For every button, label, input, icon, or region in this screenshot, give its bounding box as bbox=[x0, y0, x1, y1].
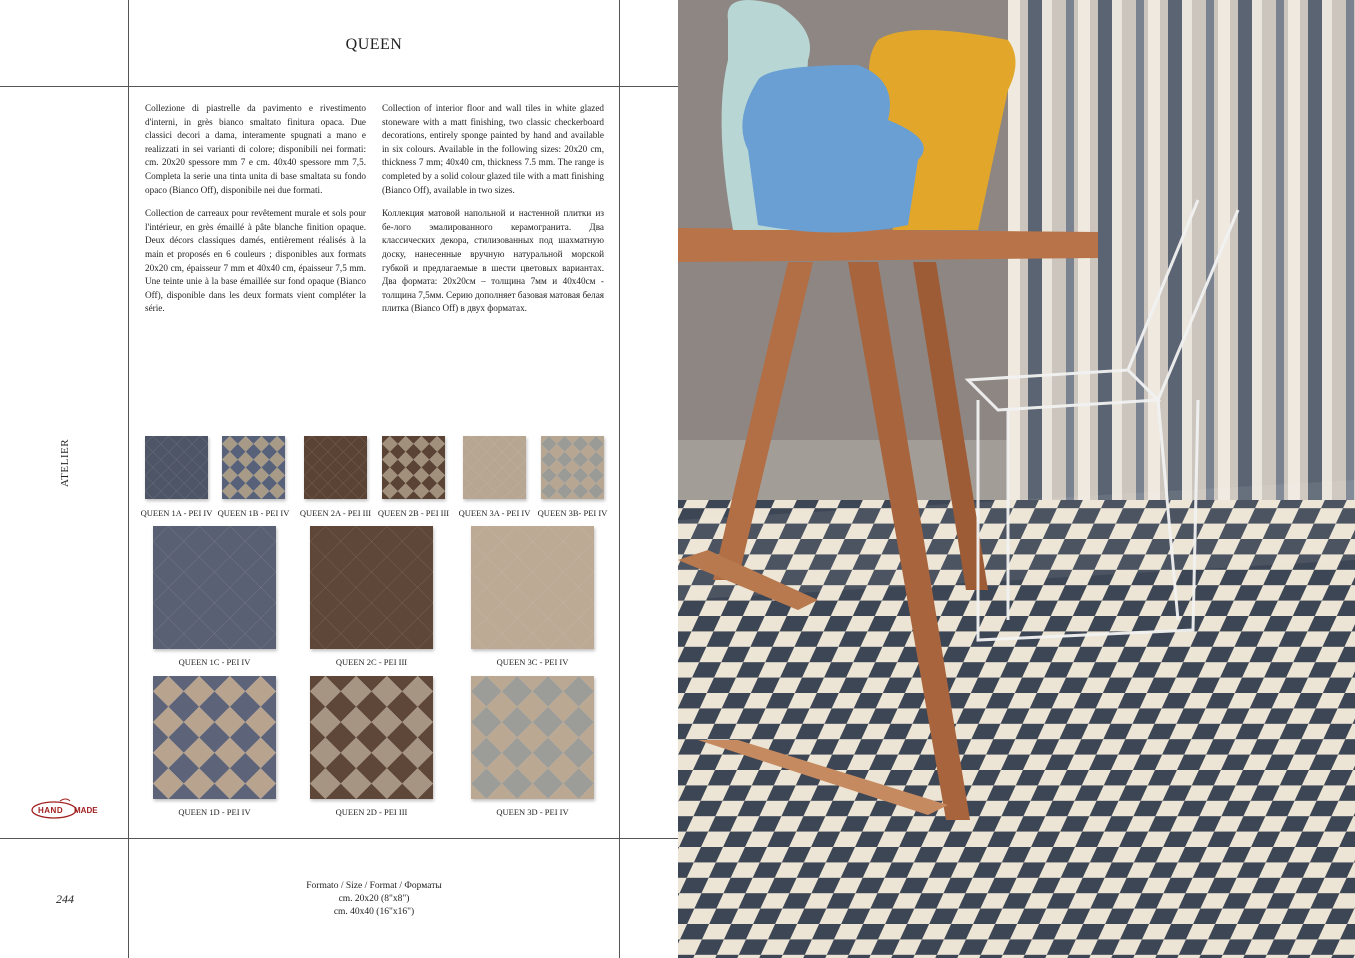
section-label: ATELIER bbox=[59, 438, 71, 488]
description-russian: Коллекция матовой напольной и настенной плитки из бе-лого эмалированного керамогранита. Два классических декора, стилизованных под шахматную доску, нанесенные вручную натуральной морской губкой и предлагаемые в шести цветовых вариантах. Два формата: 20х20см – толщина 7мм и 40х40см - толщина 7,5мм. Серию дополняет базовая матовая белая плитка (Bianco Off) в двух форматах. bbox=[382, 208, 604, 314]
description-french: Collection de carreaux pour revêtement murale et sols pour l'intérieur, en grès émaillé à pâte blanche finition opaque. Deux décors classiques damés, entièrement réalisés à la main et proposés en 6 couleurs ; disponibles aux formats 20x20 cm, épaisseur 7 mm et 40x40 cm, épaisseur 7,5 mm. Une teinte unie à la base émaillée sur fond opaque (Bianco Off), disponible dans les deux formats vient compléter la série. bbox=[145, 208, 366, 314]
tile-swatch-small bbox=[382, 436, 445, 499]
footer-rule bbox=[0, 838, 678, 839]
format-info bbox=[129, 880, 619, 919]
tile-swatch-large bbox=[471, 676, 594, 799]
tile-swatch-large bbox=[310, 676, 433, 799]
tile-swatch-large bbox=[471, 526, 594, 649]
header-rule bbox=[0, 86, 678, 87]
room-scene-image bbox=[678, 0, 1355, 958]
description-english: Collection of interior floor and wall tiles in white glazed stoneware with a matt finishing, two classic checkerboard decorations, entirely sponge painted by hand and available in six colours. Available in the following sizes: 20x20 cm, thickness 7 mm; 40x40 cm, thickness 7.5 mm. The range is completed by a solid colour glazed tile with a matt finishing (Bianco Off), available in two sizes. bbox=[382, 103, 604, 195]
interior-photo bbox=[678, 0, 1355, 958]
tile-swatch-small bbox=[145, 436, 208, 499]
margin-line-left bbox=[128, 0, 129, 958]
tile-swatch-large bbox=[153, 676, 276, 799]
format-size-small: cm. 20x20 (8"x8") bbox=[338, 894, 410, 904]
tile-swatch-small bbox=[541, 436, 604, 499]
tile-swatch-large bbox=[153, 526, 276, 649]
tile-caption: QUEEN 2A - PEI III bbox=[299, 508, 372, 518]
tile-swatch-small bbox=[304, 436, 367, 499]
tile-caption: QUEEN 1C - PEI IV bbox=[178, 657, 251, 667]
format-size-large: cm. 40x40 (16"x16") bbox=[333, 907, 415, 917]
page-number: 244 bbox=[56, 892, 74, 906]
tile-caption: QUEEN 1A - PEI IV bbox=[140, 508, 213, 518]
format-heading: Formato / Size / Format / Форматы bbox=[306, 881, 442, 891]
tile-caption: QUEEN 3D - PEI IV bbox=[496, 807, 569, 817]
tile-swatch-small bbox=[463, 436, 526, 499]
tile-caption: QUEEN 1B - PEI IV bbox=[217, 508, 290, 518]
tile-caption: QUEEN 3C - PEI IV bbox=[496, 657, 569, 667]
tile-caption: QUEEN 1D - PEI IV bbox=[178, 807, 251, 817]
tile-caption: QUEEN 2D - PEI III bbox=[335, 807, 408, 817]
page-title: QUEEN bbox=[345, 36, 403, 53]
tile-caption: QUEEN 2C - PEI III bbox=[335, 657, 408, 667]
margin-line-right bbox=[619, 0, 620, 958]
tile-caption: QUEEN 3A - PEI IV bbox=[458, 508, 531, 518]
description-italian: Collezione di piastrelle da pavimento e rivestimento d'interni, in grès bianco smaltato finitura opaca. Due classici decori a dama, interamente spugnati a mano e realizzati in sei varianti di colore; disponibili nei formati: cm. 20x20 spessore mm 7 e cm. 40x40 spessore mm 7,5. Completa la serie una tinta unita di base smaltata su fondo opaco (Bianco Off), disponibile nei due formati. bbox=[145, 103, 366, 195]
tile-swatch-small bbox=[222, 436, 285, 499]
tile-caption: QUEEN 3B- PEI IV bbox=[537, 508, 608, 518]
text-column-left bbox=[145, 102, 366, 326]
tile-caption: QUEEN 2B - PEI III bbox=[377, 508, 450, 518]
handmade-logo: HAND MADE bbox=[30, 798, 102, 822]
text-column-right bbox=[382, 102, 604, 326]
tile-swatch-large bbox=[310, 526, 433, 649]
